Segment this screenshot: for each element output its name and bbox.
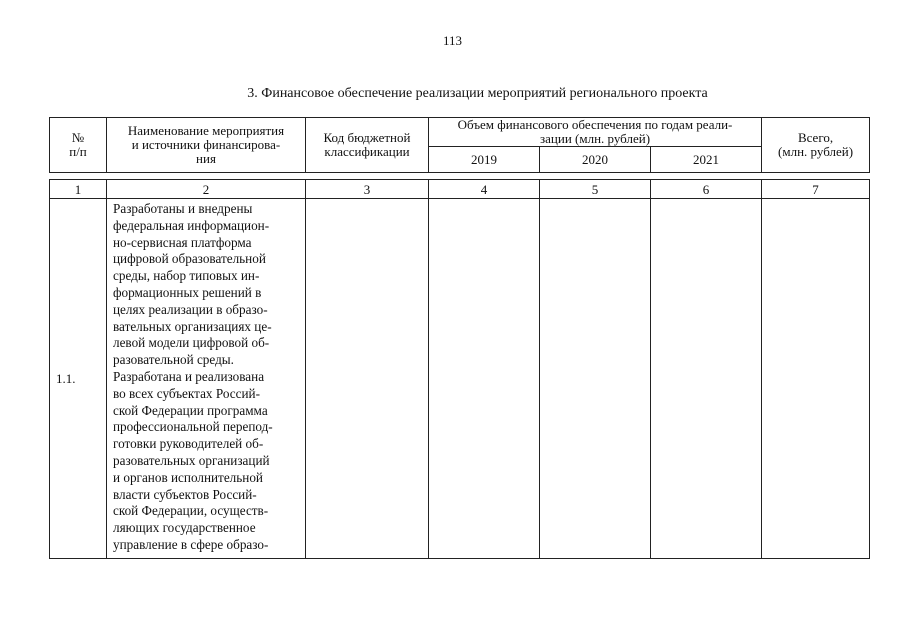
header-number-line1: № — [71, 130, 85, 145]
description-line: профессиональной перепод- — [113, 419, 273, 435]
header-name — [107, 118, 306, 173]
header-funding — [429, 118, 762, 147]
description-line: цифровой образовательной — [113, 251, 266, 267]
header-name-line1: Наименование мероприятия — [127, 123, 285, 138]
page-number: 113 — [442, 33, 463, 48]
description-line: разовательной среды. — [113, 352, 234, 368]
row-value-2020 — [540, 199, 651, 559]
row-value-2019 — [429, 199, 540, 559]
description-line: но-сервисная платформа — [113, 234, 252, 250]
table-row — [50, 199, 870, 559]
table-body — [49, 198, 870, 559]
row-total — [762, 199, 870, 559]
row-value-2021 — [651, 199, 762, 559]
header-total-line2: (млн. рублей) — [778, 144, 854, 159]
description-line: ляющих государственное — [113, 520, 256, 536]
row-number: 1.1. — [50, 199, 107, 559]
description-line: вательных организациях це- — [113, 318, 272, 334]
column-number: 4 — [429, 180, 540, 199]
header-year-2019: 2019 — [429, 147, 540, 173]
header-name-line3: ния — [196, 151, 216, 166]
description-line: власти субъектов Россий- — [113, 486, 257, 502]
header-name-line2: и источники финансирова- — [131, 137, 281, 152]
description-line: формационных решений в — [113, 284, 262, 300]
section-title: 3. Финансовое обеспечение реализации мероприятий регионального проекта — [247, 86, 708, 101]
column-number: 6 — [651, 180, 762, 199]
header-code-line2: классификации — [324, 144, 410, 159]
column-number: 7 — [762, 180, 870, 199]
table-column-numbers — [49, 179, 870, 199]
description-line: ской Федерации, осуществ- — [113, 503, 269, 519]
description-line: во всех субъектах Россий- — [113, 385, 260, 401]
column-number: 3 — [306, 180, 429, 199]
header-number-line2: п/п — [69, 144, 87, 159]
description-line: Разработаны и внедрены — [113, 201, 253, 216]
header-code — [306, 118, 429, 173]
description-line: целях реализации в образо- — [113, 301, 268, 317]
description-line: готовки руководителей об- — [113, 436, 264, 452]
description-line: и органов исполнительной — [113, 469, 263, 485]
header-year-2020: 2020 — [540, 147, 651, 173]
header-funding-line1: Объем финансового обеспечения по годам реали- — [457, 117, 733, 132]
header-code-line1: Код бюджетной — [323, 130, 411, 145]
description-line: федеральная информацион- — [113, 217, 270, 233]
description-line: разовательных организаций — [113, 452, 270, 468]
column-number: 5 — [540, 180, 651, 199]
description-line: ской Федерации программа — [113, 402, 268, 418]
header-funding-line2: зации (млн. рублей) — [540, 131, 651, 146]
description-line: Разработана и реализована — [113, 368, 265, 384]
header-year-2021: 2021 — [651, 147, 762, 173]
header-number — [50, 118, 107, 173]
row-description — [107, 199, 306, 559]
description-line: управление в сфере образо- — [113, 536, 269, 552]
header-total — [762, 118, 870, 173]
row-budget-code — [306, 199, 429, 559]
table-header — [49, 117, 870, 173]
column-number: 1 — [50, 180, 107, 199]
column-number: 2 — [107, 180, 306, 199]
description-line: среды, набор типовых ин- — [113, 268, 260, 284]
description-line: левой модели цифровой об- — [113, 335, 270, 351]
header-total-line1: Всего, — [797, 130, 834, 145]
